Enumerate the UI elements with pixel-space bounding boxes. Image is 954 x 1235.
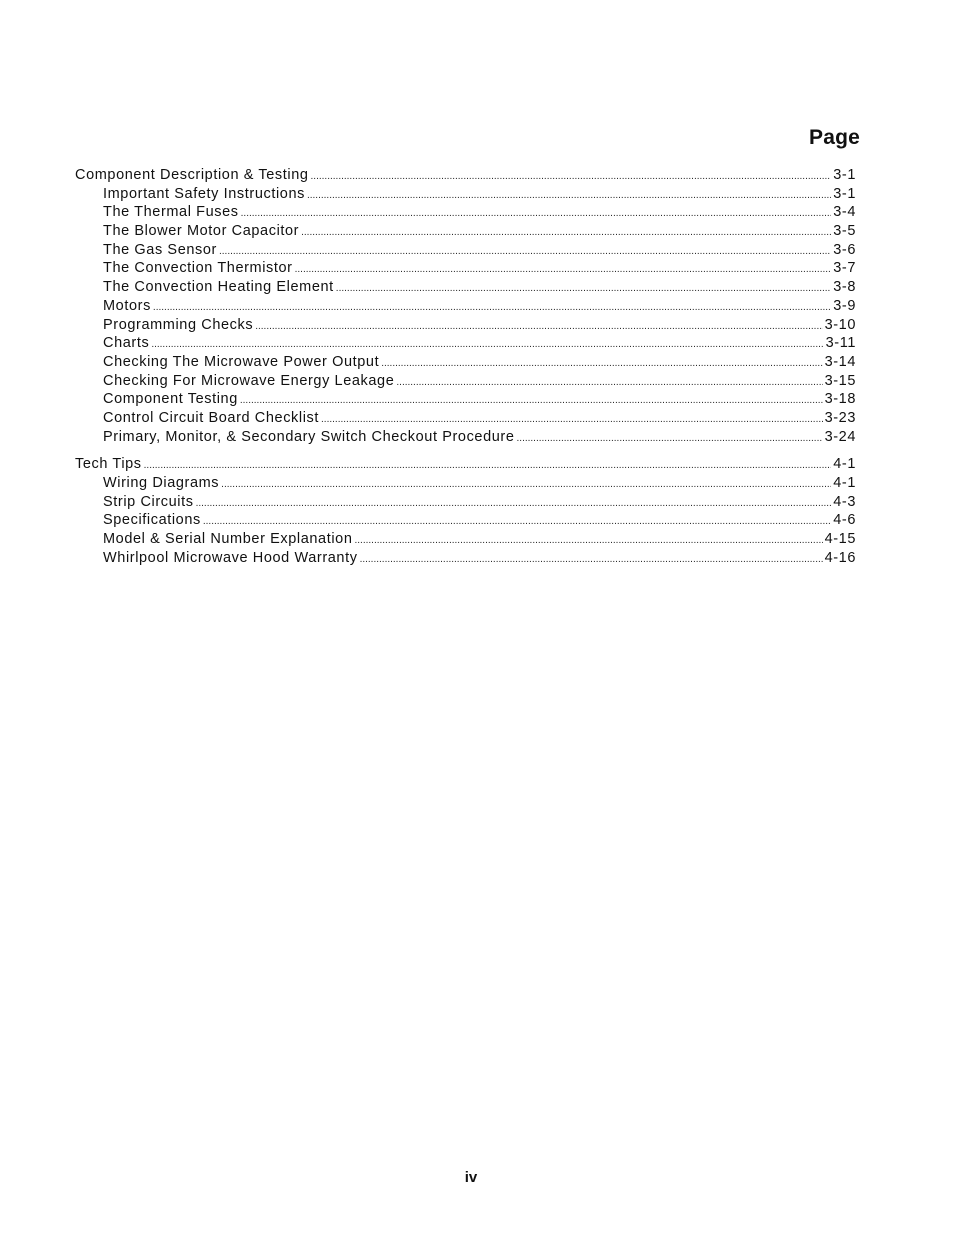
- toc-subentry-title: Charts: [103, 335, 150, 352]
- dot-leader: [517, 433, 823, 444]
- toc-subentry-title: The Blower Motor Capacitor: [103, 223, 300, 240]
- toc-entry: [75, 167, 856, 186]
- toc-subentry-page: 3-23: [824, 409, 856, 426]
- dot-leader: [203, 516, 831, 527]
- dot-leader: [196, 498, 832, 509]
- toc-subentry: [75, 242, 856, 261]
- toc-subentry: [75, 204, 856, 223]
- toc-subentry: [75, 260, 856, 279]
- toc-section-tech-tips: [75, 456, 856, 568]
- page-column-heading: Page: [809, 126, 860, 149]
- toc-entry-page: 4-1: [833, 456, 856, 473]
- page-number: iv: [464, 1169, 478, 1186]
- toc-subentry-title: Whirlpool Microwave Hood Warranty: [103, 549, 358, 566]
- toc-subentry-title: Strip Circuits: [103, 493, 194, 510]
- toc-subentry-page: 4-16: [824, 549, 856, 566]
- toc-entry: [75, 456, 856, 475]
- toc-subentry-title: Component Testing: [103, 391, 238, 408]
- toc-subentry-page: 4-15: [824, 531, 856, 548]
- toc-subentry-page: 3-15: [824, 372, 856, 389]
- toc-subentry: [75, 298, 856, 317]
- toc-subentry: [75, 410, 856, 429]
- dot-leader: [219, 246, 831, 257]
- dot-leader: [151, 339, 823, 350]
- toc-subentry-title: Checking For Microwave Energy Leakage: [103, 372, 395, 389]
- toc-entry-page: 3-1: [833, 167, 856, 183]
- dot-leader: [381, 358, 822, 369]
- toc-subentry: [75, 494, 856, 513]
- toc-subentry: [75, 317, 856, 336]
- dot-leader: [221, 479, 831, 490]
- toc-subentry-title: Control Circuit Board Checklist: [103, 409, 320, 426]
- toc-subentry-title: Wiring Diagrams: [103, 475, 220, 491]
- toc-subentry-title: Programming Checks: [103, 316, 254, 333]
- toc-subentry-page: 4-6: [833, 512, 856, 529]
- dot-leader: [336, 283, 831, 294]
- dot-leader: [240, 395, 823, 406]
- toc-subentry: [75, 429, 856, 448]
- toc-subentry: [75, 186, 856, 205]
- toc-subentry-title: Checking The Microwave Power Output: [103, 353, 380, 370]
- toc-subentry-page: 3-18: [824, 391, 856, 408]
- toc-subentry: [75, 373, 856, 392]
- toc-subentry-page: 3-1: [833, 185, 856, 202]
- toc-subentry-page: 3-11: [825, 335, 856, 352]
- dot-leader: [295, 264, 832, 275]
- toc-entry-title: Component Description & Testing: [75, 167, 309, 183]
- toc-subentry-page: 4-1: [833, 475, 856, 491]
- toc-subentry: [75, 279, 856, 298]
- toc-subentry: [75, 475, 856, 494]
- dot-leader: [241, 208, 832, 219]
- toc-subentry-title: Specifications: [103, 512, 201, 529]
- toc-subentry-page: 3-6: [833, 241, 856, 258]
- toc-subentry-title: Primary, Monitor, & Secondary Switch Checkout Procedure: [103, 428, 515, 445]
- toc-subentry-title: Important Safety Instructions: [103, 185, 305, 202]
- dot-leader: [301, 227, 831, 238]
- dot-leader: [321, 414, 823, 425]
- toc-subentry: [75, 550, 856, 569]
- toc-subentry: [75, 223, 856, 242]
- toc-subentry-page: 3-5: [833, 223, 856, 240]
- toc-subentry: [75, 512, 856, 531]
- dot-leader: [355, 535, 823, 546]
- dot-leader: [396, 377, 822, 388]
- toc-subentry-title: The Convection Heating Element: [103, 279, 334, 296]
- toc-entry-title: Tech Tips: [75, 456, 142, 473]
- toc-subentry: [75, 335, 856, 354]
- dot-leader: [360, 554, 823, 565]
- toc-subentry-page: 3-14: [824, 353, 856, 370]
- dot-leader: [144, 460, 832, 471]
- toc-subentry-title: The Convection Thermistor: [103, 260, 293, 277]
- toc-subentry-title: The Gas Sensor: [103, 241, 217, 258]
- toc-subentry: [75, 354, 856, 373]
- toc-subentry-title: Motors: [103, 297, 151, 314]
- toc-subentry: [75, 391, 856, 410]
- table-of-contents: [75, 167, 856, 577]
- toc-subentry-page: 3-7: [833, 260, 856, 277]
- toc-subentry-page: 3-24: [824, 428, 856, 445]
- toc-subentry-title: The Thermal Fuses: [103, 204, 239, 221]
- toc-subentry-page: 3-4: [833, 204, 856, 221]
- toc-subentry-page: 4-3: [833, 493, 856, 510]
- dot-leader: [311, 171, 832, 182]
- toc-subentry: [75, 531, 856, 550]
- toc-subentry-page: 3-10: [824, 316, 856, 333]
- toc-subentry-page: 3-8: [833, 279, 856, 296]
- toc-section-component-testing: [75, 167, 856, 447]
- dot-leader: [255, 321, 822, 332]
- dot-leader: [307, 190, 831, 201]
- toc-subentry-page: 3-9: [833, 297, 856, 314]
- toc-subentry-title: Model & Serial Number Explanation: [103, 531, 353, 548]
- dot-leader: [153, 302, 831, 313]
